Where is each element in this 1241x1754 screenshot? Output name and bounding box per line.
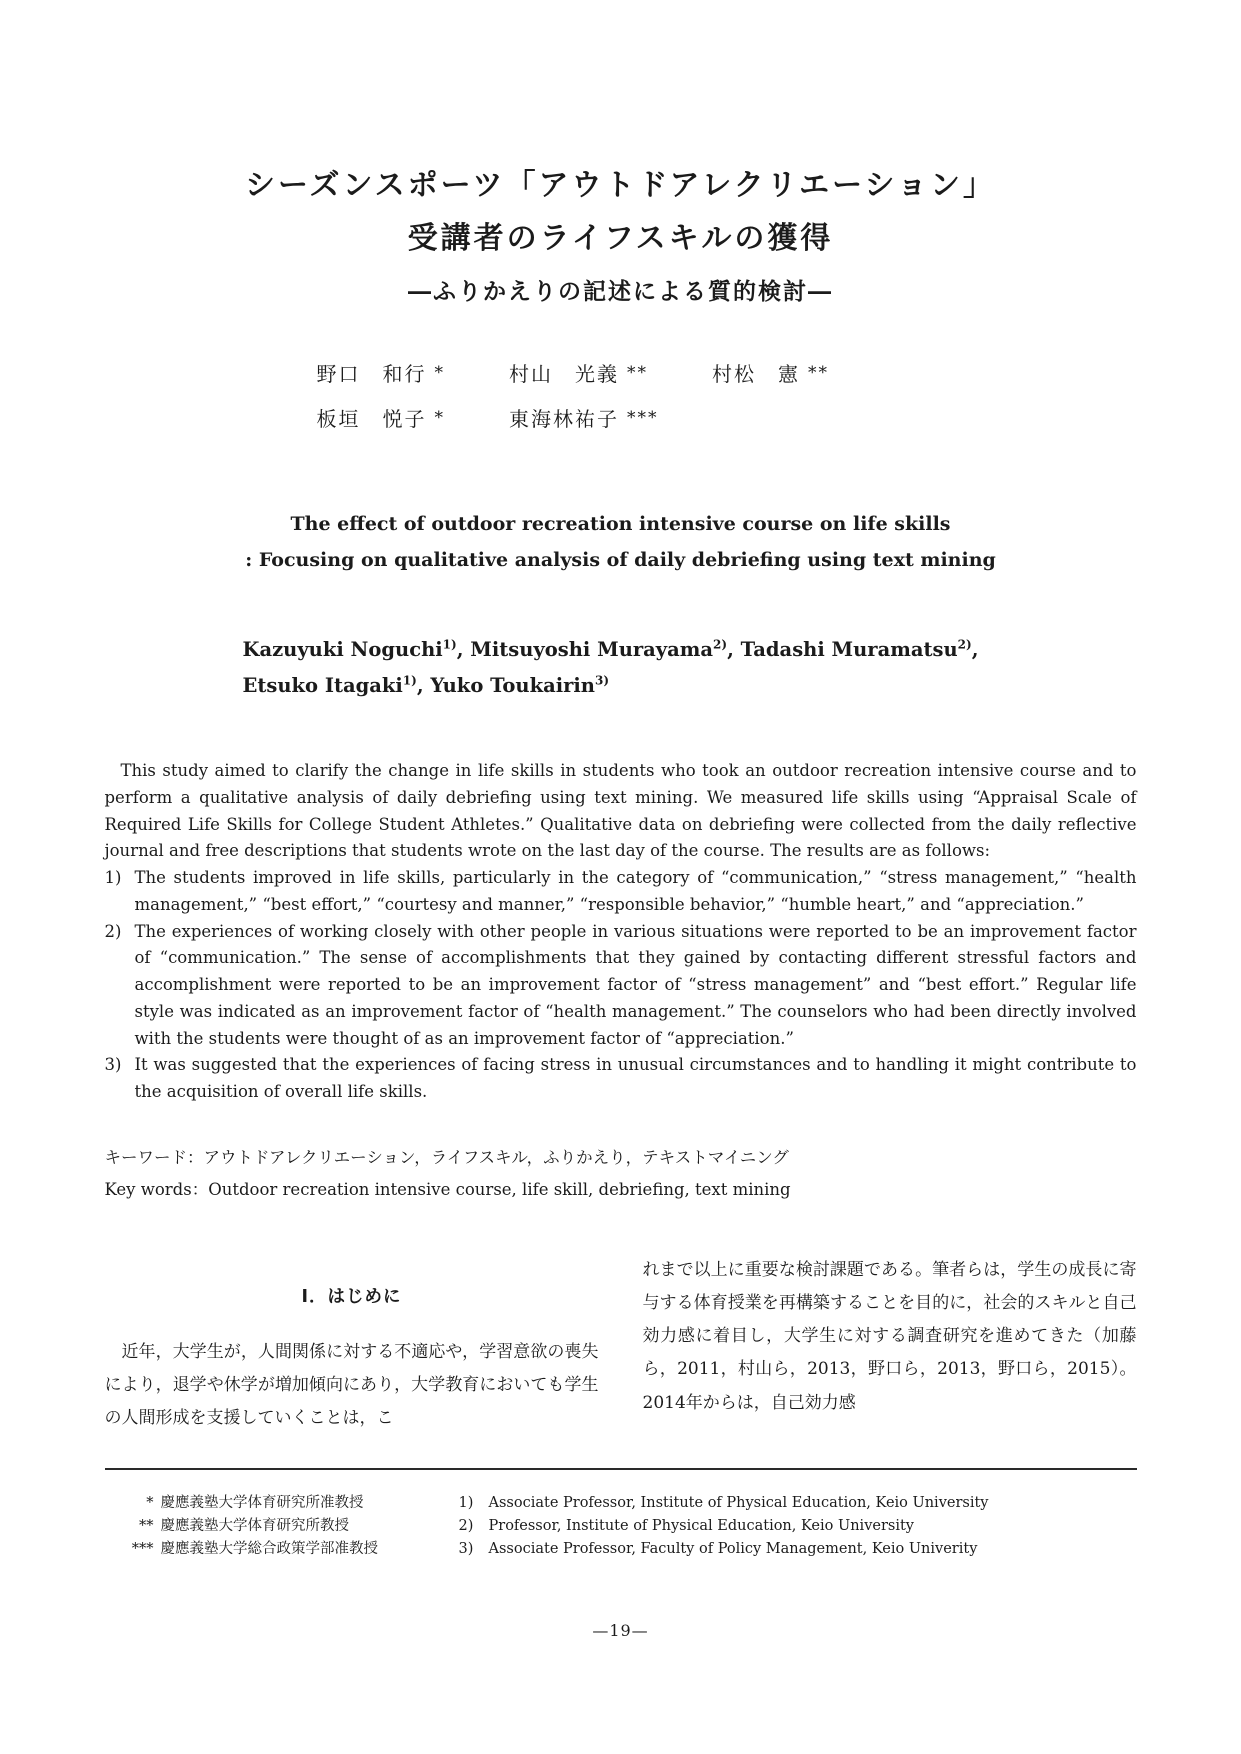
footnotes-block (105, 1478, 1137, 1562)
footnote-en-3 (459, 1538, 989, 1561)
author-en-1-note-ref: 1) (442, 637, 457, 652)
authors-english-block (243, 632, 1137, 704)
abstract-result-item-2 (105, 919, 1137, 1053)
paper-title-japanese (105, 160, 1137, 265)
footnote-jp-3 (125, 1538, 459, 1561)
abstract-result-item-3 (105, 1052, 1137, 1105)
author-jp-5 (509, 403, 659, 432)
author-en-separator: , (416, 674, 431, 698)
author-jp-4-affiliation-mark: * (434, 408, 445, 428)
author-en-2-note-ref: 2) (713, 637, 728, 652)
author-en-5-note-ref: 3) (595, 673, 610, 688)
footnote-jp-3-mark: *** (131, 1540, 154, 1557)
title-jp-line-1: シーズンスポーツ「アウトドアレクリエーション」 (245, 168, 996, 203)
author-jp-2-name: 村山 光義 (509, 362, 619, 386)
footnote-en-1-mark: 1) (458, 1494, 474, 1511)
title-jp-line-2: 受講者のライフスキルの獲得 (407, 220, 834, 256)
footnote-jp-1-text: 慶應義塾大学体育研究所准教授 (160, 1494, 364, 1511)
footnote-en-2-mark: 2) (458, 1517, 474, 1534)
author-jp-2 (509, 358, 648, 387)
abstract-block (105, 758, 1137, 1105)
section-1-left-paragraph: 近年，大学生が，人間関係に対する不適応や，学習意欲の喪失により，退学や休学が増加傾向にあり，大学教育においても学生の人間形成を支援していくことは，こ (104, 1342, 599, 1429)
author-en-3-name: Tadashi Muramatsu (740, 638, 958, 662)
footnote-en-3-mark: 3) (458, 1540, 474, 1557)
title-en-line-2: : Focusing on qualitative analysis of daily debriefing using text mining (245, 549, 996, 572)
paper-title-english (105, 506, 1137, 578)
author-en-2-name: Mitsuyoshi Murayama (470, 638, 714, 662)
author-en-separator: , (971, 638, 979, 662)
author-jp-4 (317, 403, 446, 432)
author-jp-5-affiliation-mark: *** (627, 408, 659, 428)
abstract-item-1-text: The students improved in life skills, particularly in the category of “communication,” “stress management,” “health management,” “best effort,” “courtesy and manner,” “responsible behavior,” “humble heart,” and “appreciation.” (134, 868, 1137, 914)
footnotes-english (459, 1492, 989, 1562)
footnote-en-1 (459, 1492, 989, 1515)
abstract-item-3-text: It was suggested that the experiences of facing stress in unusual circumstances and to handling it might contribute to the acquisition of overall life skills. (134, 1055, 1137, 1101)
author-jp-3-affiliation-mark: ** (808, 363, 829, 383)
author-en-separator: , (727, 638, 741, 662)
author-en-4-note-ref: 1) (402, 673, 417, 688)
footnote-jp-1-mark: * (146, 1494, 154, 1511)
abstract-item-2-number: 2) (104, 921, 122, 941)
keywords-block (105, 1142, 1137, 1206)
body-column-left (105, 1254, 599, 1436)
abstract-result-item-1 (105, 865, 1137, 918)
authors-english-line-2 (243, 668, 1137, 704)
author-en-separator: , (456, 638, 471, 662)
author-jp-3 (712, 358, 829, 387)
abstract-intro-paragraph: This study aimed to clarify the change in life skills in students who took an outdoor recreation intensive course and to perform a qualitative analysis of daily debriefing using text mining. We measured life skills using “Appraisal Scale of Required Life Skills for College Student Athletes.” Qualitative data on debriefing were collected from the daily reflective journal and free descriptions that students wrote on the last day of the course. The results are as follows: (104, 761, 1137, 861)
authors-japanese-row-2 (317, 403, 1137, 432)
paper-content (105, 0, 1137, 1640)
footnote-jp-3-text: 慶應義塾大学総合政策学部准教授 (160, 1540, 378, 1557)
author-jp-1 (317, 358, 446, 387)
footnote-jp-2 (125, 1515, 459, 1538)
author-jp-1-name: 野口 和行 (316, 362, 427, 386)
footnote-en-2-text: Professor, Institute of Physical Education, Keio University (488, 1517, 914, 1534)
author-jp-4-name: 板垣 悦子 (316, 407, 427, 431)
footnote-divider (105, 1468, 1137, 1470)
section-1-heading: Ⅰ．はじめに (301, 1287, 402, 1307)
authors-japanese-block (317, 358, 1137, 432)
title-en-line-1: The effect of outdoor recreation intensive course on life skills (290, 513, 951, 535)
author-en-4-name: Etsuko Itagaki (242, 674, 403, 698)
author-jp-2-affiliation-mark: ** (627, 363, 648, 383)
abstract-item-3-number: 3) (104, 1055, 122, 1075)
author-en-3-note-ref: 2) (957, 637, 972, 652)
page-number: —19— (592, 1621, 649, 1641)
author-en-1-name: Kazuyuki Noguchi (242, 638, 443, 662)
footnote-jp-2-mark: ** (139, 1517, 154, 1534)
keywords-japanese: キーワード：アウトドアレクリエーション，ライフスキル，ふりかえり，テキストマイニング (104, 1147, 789, 1167)
body-two-column-section (105, 1254, 1137, 1436)
author-jp-3-name: 村松 憲 (712, 362, 800, 386)
author-jp-5-name: 東海林祐子 (509, 407, 619, 431)
footnotes-japanese (125, 1492, 459, 1562)
abstract-item-1-number: 1) (104, 868, 122, 888)
body-column-right (643, 1254, 1137, 1436)
authors-japanese-row-1 (317, 358, 1137, 387)
footnote-en-3-text: Associate Professor, Faculty of Policy Management, Keio Univerity (488, 1540, 978, 1557)
footnote-jp-1 (125, 1492, 459, 1515)
footnote-jp-2-text: 慶應義塾大学体育研究所教授 (160, 1517, 349, 1534)
footnote-en-2 (459, 1515, 989, 1538)
footnote-en-1-text: Associate Professor, Institute of Physical Education, Keio University (488, 1494, 989, 1511)
author-jp-1-affiliation-mark: * (434, 363, 445, 383)
section-1-right-paragraph: れまで以上に重要な検討課題である。筆者らは，学生の成長に寄与する体育授業を再構築することを目的に，社会的スキルと自己効力感に着目し，大学生に対する調査研究を進めてきた（加藤ら，2011，村山ら，2013，野口ら，2013，野口ら，2015）。2014年からは，自己効力感 (642, 1260, 1137, 1413)
author-en-5-name: Yuko Toukairin (430, 674, 595, 698)
abstract-item-2-text: The experiences of working closely with other people in various situations were reported to be an improvement factor of “communication.” The sense of accomplishments that they gained by contacting different stressful factors and accomplishment were reported to be an improvement factor of “stress management” and “best effort.” Regular life style was indicated as an improvement factor of “health management.” The counselors who had been directly involved with the students were thought of as an improvement factor of “appreciation.” (134, 921, 1137, 1048)
authors-english-line-1 (243, 632, 1137, 668)
paper-subtitle-japanese: ―ふりかえりの記述による質的検討― (408, 278, 833, 305)
keywords-english: Key words：Outdoor recreation intensive course, life skill, debriefing, text mining (104, 1179, 791, 1199)
